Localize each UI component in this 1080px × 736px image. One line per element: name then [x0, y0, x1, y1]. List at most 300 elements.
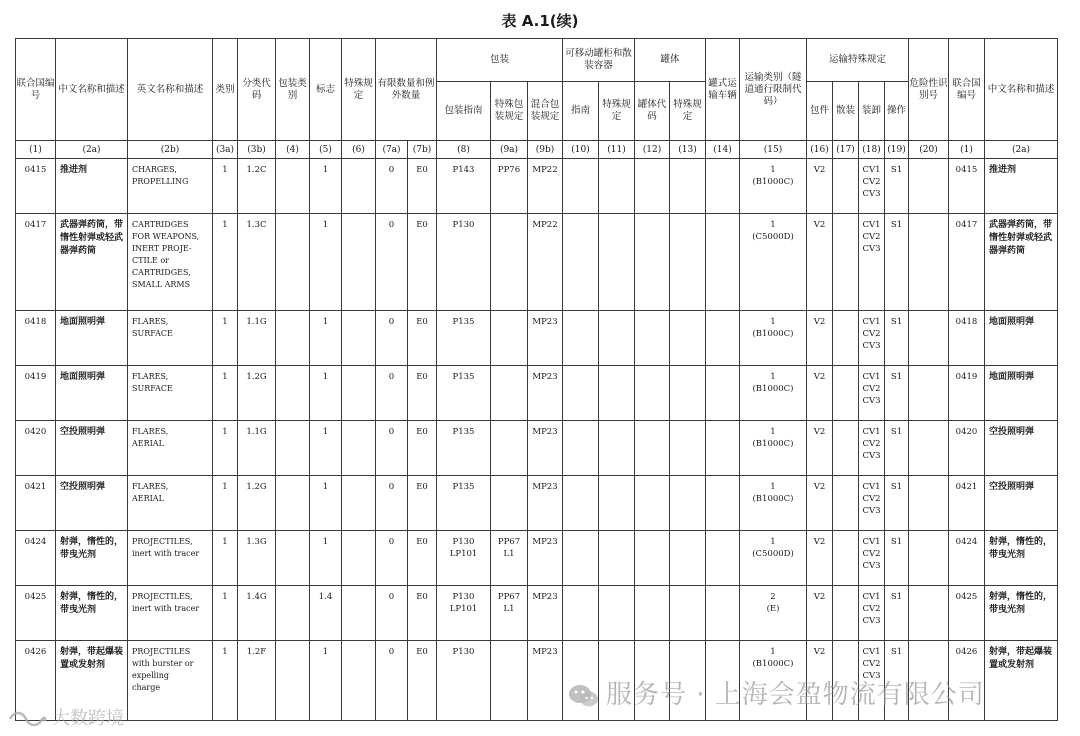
header-pkg-instructions: 包装指南: [437, 82, 491, 141]
name-en-line: inert with tracer: [132, 604, 200, 613]
name-en: [128, 641, 213, 721]
empty-cell: [909, 586, 949, 641]
header-loading: 装卸: [859, 82, 885, 141]
operation-code: S1: [885, 421, 909, 476]
empty-cell: [670, 366, 706, 421]
class: 1: [213, 214, 238, 311]
packing-special-line: L1: [503, 549, 515, 559]
column-number: (4): [276, 141, 310, 159]
transport-category: [740, 366, 807, 421]
name-en: [128, 311, 213, 366]
special-provision: [342, 586, 376, 641]
empty-cell: [909, 159, 949, 214]
name-cn: 武器弹药筒，带惰性射弹或轻武器弹药筒: [56, 214, 128, 311]
column-number: (10): [563, 141, 599, 159]
column-number: (15): [740, 141, 807, 159]
name-en: [128, 476, 213, 531]
header-packing-group: 包装类别: [276, 39, 310, 141]
packing-group: [276, 476, 310, 531]
excepted-quantity: E0: [408, 366, 437, 421]
name-en: [128, 531, 213, 586]
mixed-packing: MP23: [528, 586, 563, 641]
empty-cell: [833, 531, 859, 586]
empty-cell: [670, 421, 706, 476]
transport-category: [740, 311, 807, 366]
name-en-line: SURFACE: [132, 384, 173, 393]
name-en: [128, 586, 213, 641]
wechat-icon: [568, 683, 600, 709]
empty-cell: [563, 311, 599, 366]
empty-cell: [670, 159, 706, 214]
tunnel-code: (E): [766, 604, 780, 614]
name-en-line: inert with tracer: [132, 549, 200, 558]
operation-code: S1: [885, 214, 909, 311]
name-cn: 推进剂: [56, 159, 128, 214]
empty-cell: [599, 586, 635, 641]
packing-instruction: [437, 214, 491, 311]
transport-category: [740, 476, 807, 531]
name-cn-right: 武器弹药筒，带惰性射弹或轻武器弹药筒: [985, 214, 1058, 311]
label: 1: [310, 531, 342, 586]
un-number-right: 0420: [949, 421, 985, 476]
table-row: [16, 214, 1058, 311]
packing-special: [491, 586, 528, 641]
empty-cell: [909, 476, 949, 531]
transport-category-value: 1: [770, 317, 776, 327]
packing-instruction: [437, 531, 491, 586]
empty-cell: [635, 311, 670, 366]
packages-code: V2: [807, 641, 833, 721]
loading-codes-line: CV2: [862, 329, 881, 339]
header-portable-tanks: 可移动罐柜和散装容器: [563, 39, 635, 82]
un-number: 0425: [16, 586, 56, 641]
packing-special: [491, 366, 528, 421]
special-provision: [342, 311, 376, 366]
empty-cell: [909, 421, 949, 476]
name-en-line: PROJECTILES,: [132, 537, 193, 546]
empty-cell: [909, 311, 949, 366]
brand-logo-icon: [8, 710, 48, 728]
name-en: [128, 214, 213, 311]
name-cn-right: 射弹，带起爆装置或发射剂: [985, 641, 1058, 721]
label: 1: [310, 311, 342, 366]
loading-codes-line: CV1: [862, 317, 881, 327]
table-row: [16, 366, 1058, 421]
packing-special-line: PP67: [497, 537, 521, 547]
name-en-line: FLARES,: [132, 427, 169, 436]
packing-instruction-line: P130: [452, 220, 475, 230]
name-cn: 射弹，惰性的，带曳光剂: [56, 531, 128, 586]
table-row: [16, 159, 1058, 214]
packing-group: [276, 421, 310, 476]
header-name-en: 英文名称和描述: [128, 39, 213, 141]
column-number: (9b): [528, 141, 563, 159]
class-code: 1.3C: [238, 214, 276, 311]
loading-codes-line: CV1: [862, 220, 881, 230]
empty-cell: [833, 159, 859, 214]
transport-category-value: 1: [770, 220, 776, 230]
header-labels: 标志: [310, 39, 342, 141]
empty-cell: [563, 476, 599, 531]
loading-codes-line: CV1: [862, 165, 881, 175]
packing-instruction: [437, 159, 491, 214]
special-provision: [342, 421, 376, 476]
packages-code: V2: [807, 531, 833, 586]
header-un-no-right: 联合国编号: [949, 39, 985, 141]
name-cn-right: 地面照明弹: [985, 311, 1058, 366]
empty-cell: [599, 159, 635, 214]
empty-cell: [563, 214, 599, 311]
mixed-packing: MP23: [528, 531, 563, 586]
watermark-corner-text: 大数跨境: [52, 708, 124, 729]
column-number: (2a): [985, 141, 1058, 159]
un-number-right: 0418: [949, 311, 985, 366]
column-number: (9a): [491, 141, 528, 159]
empty-cell: [563, 366, 599, 421]
empty-cell: [670, 476, 706, 531]
limited-quantity: 0: [376, 421, 408, 476]
un-number-right: 0415: [949, 159, 985, 214]
name-en-line: FOR WEAPONS,: [132, 232, 200, 241]
name-en-line: CTILE or: [132, 256, 169, 265]
name-en-line: CARTRIDGES,: [132, 268, 191, 277]
loading-codes-line: CV3: [862, 396, 881, 406]
transport-category-value: 1: [770, 165, 776, 175]
header-pt-special: 特殊规定: [599, 82, 635, 141]
loading-codes-line: CV2: [862, 604, 881, 614]
packing-instruction: [437, 311, 491, 366]
limited-quantity: 0: [376, 159, 408, 214]
tunnel-code: (B1000C): [752, 329, 794, 339]
mixed-packing: MP22: [528, 214, 563, 311]
table-row: [16, 311, 1058, 366]
class-code: 1.1G: [238, 311, 276, 366]
packing-instruction: [437, 586, 491, 641]
packages-code: V2: [807, 421, 833, 476]
empty-cell: [635, 159, 670, 214]
class: 1: [213, 421, 238, 476]
class-code: 1.1G: [238, 421, 276, 476]
header-transport-category: 运输类别（隧道通行限制代码）: [740, 39, 807, 141]
column-number: (7a): [376, 141, 408, 159]
dangerous-goods-table: [15, 38, 1058, 721]
empty-cell: [909, 214, 949, 311]
packing-group: [276, 311, 310, 366]
empty-cell: [635, 214, 670, 311]
name-cn: 地面照明弹: [56, 366, 128, 421]
empty-cell: [833, 586, 859, 641]
empty-cell: [706, 159, 740, 214]
empty-cell: [599, 531, 635, 586]
empty-cell: [706, 531, 740, 586]
class: 1: [213, 159, 238, 214]
transport-category: [740, 214, 807, 311]
special-provision: [342, 214, 376, 311]
name-en-line: INERT PROJE-: [132, 244, 192, 253]
packing-instruction-line: LP101: [449, 604, 478, 614]
transport-category: [740, 159, 807, 214]
un-number: 0419: [16, 366, 56, 421]
un-number: 0415: [16, 159, 56, 214]
empty-cell: [599, 476, 635, 531]
loading-codes-line: CV1: [862, 482, 881, 492]
special-provision: [342, 641, 376, 721]
label: 1: [310, 159, 342, 214]
class-code: 1.2F: [238, 641, 276, 721]
table-row: [16, 476, 1058, 531]
operation-code: S1: [885, 586, 909, 641]
limited-quantity: 0: [376, 366, 408, 421]
header-tank-vehicle: 罐式运输车辆: [706, 39, 740, 141]
empty-cell: [563, 531, 599, 586]
column-number: (19): [885, 141, 909, 159]
limited-quantity: 0: [376, 476, 408, 531]
name-cn-right: 空投照明弹: [985, 421, 1058, 476]
packing-group: [276, 159, 310, 214]
operation-code: S1: [885, 366, 909, 421]
name-en-line: FLARES,: [132, 372, 169, 381]
tunnel-code: (C5000D): [752, 232, 794, 242]
column-number: (14): [706, 141, 740, 159]
packing-instruction-line: P135: [452, 482, 475, 492]
limited-quantity: 0: [376, 214, 408, 311]
table-row: [16, 421, 1058, 476]
transport-category-value: 1: [770, 427, 776, 437]
packing-instruction: [437, 641, 491, 721]
label: 1.4: [310, 586, 342, 641]
name-en-line: SMALL ARMS: [132, 280, 191, 289]
transport-category: [740, 586, 807, 641]
header-un-no: 联合国编号: [16, 39, 56, 141]
packing-special: [491, 311, 528, 366]
class: 1: [213, 476, 238, 531]
packing-instruction-line: P130: [452, 647, 475, 657]
empty-cell: [670, 531, 706, 586]
header-pt-instructions: 指南: [563, 82, 599, 141]
tunnel-code: (B1000C): [752, 177, 794, 187]
packing-instruction-line: P130: [452, 592, 475, 602]
empty-cell: [706, 586, 740, 641]
watermark-corner: [8, 704, 124, 730]
packing-instruction: [437, 476, 491, 531]
loading-codes-line: CV1: [862, 427, 881, 437]
column-number: (16): [807, 141, 833, 159]
column-number: (1): [16, 141, 56, 159]
un-number: 0420: [16, 421, 56, 476]
un-number: 0426: [16, 641, 56, 721]
watermark-main: [568, 674, 985, 711]
loading-codes-line: CV2: [862, 549, 881, 559]
name-en-line: CHARGES,: [132, 165, 177, 174]
name-en-line: PROJECTILES: [132, 647, 191, 656]
name-cn: 地面照明弹: [56, 311, 128, 366]
name-en-line: charge: [132, 683, 161, 692]
column-number: (11): [599, 141, 635, 159]
empty-cell: [599, 421, 635, 476]
column-number: (2a): [56, 141, 128, 159]
header-hazard-id: 危险性识别号: [909, 39, 949, 141]
special-provision: [342, 366, 376, 421]
header-special-provisions: 特殊规定: [342, 39, 376, 141]
header-name-cn-right: 中文名称和描述: [985, 39, 1058, 141]
packages-code: V2: [807, 586, 833, 641]
class: 1: [213, 586, 238, 641]
un-number: 0421: [16, 476, 56, 531]
empty-cell: [833, 311, 859, 366]
empty-cell: [563, 421, 599, 476]
column-number: (6): [342, 141, 376, 159]
empty-cell: [833, 366, 859, 421]
name-en: [128, 366, 213, 421]
excepted-quantity: E0: [408, 311, 437, 366]
loading-codes: [859, 311, 885, 366]
limited-quantity: 0: [376, 641, 408, 721]
loading-codes-line: CV3: [862, 616, 881, 626]
column-number: (20): [909, 141, 949, 159]
packing-instruction-line: P135: [452, 317, 475, 327]
empty-cell: [599, 311, 635, 366]
packing-instruction: [437, 366, 491, 421]
packing-instruction-line: P143: [452, 165, 475, 175]
class: 1: [213, 311, 238, 366]
operation-code: S1: [885, 641, 909, 721]
loading-codes-line: CV1: [862, 592, 881, 602]
name-en: [128, 159, 213, 214]
column-number: (3b): [238, 141, 276, 159]
un-number-right: 0419: [949, 366, 985, 421]
header-mixed-pkg: 混合包装规定: [528, 82, 563, 141]
name-en-line: SURFACE: [132, 329, 173, 338]
name-en-line: CARTRIDGES: [132, 220, 189, 229]
loading-codes: [859, 421, 885, 476]
empty-cell: [670, 214, 706, 311]
tunnel-code: (B1000C): [752, 659, 794, 669]
name-en: [128, 421, 213, 476]
empty-cell: [833, 421, 859, 476]
empty-cell: [706, 366, 740, 421]
class-code: 1.3G: [238, 531, 276, 586]
packing-instruction-line: LP101: [449, 549, 478, 559]
name-cn: 空投照明弹: [56, 476, 128, 531]
operation-code: S1: [885, 476, 909, 531]
packing-special-line: PP67: [497, 592, 521, 602]
un-number-right: 0417: [949, 214, 985, 311]
excepted-quantity: E0: [408, 531, 437, 586]
header-packaging: 包装: [437, 39, 563, 82]
class-code: 1.2C: [238, 159, 276, 214]
tunnel-code: (B1000C): [752, 439, 794, 449]
empty-cell: [706, 421, 740, 476]
name-cn: 空投照明弹: [56, 421, 128, 476]
name-en-line: FLARES,: [132, 482, 169, 491]
loading-codes-line: CV2: [862, 659, 881, 669]
transport-category-value: 1: [770, 482, 776, 492]
special-provision: [342, 531, 376, 586]
column-number: (18): [859, 141, 885, 159]
transport-category: [740, 531, 807, 586]
name-en-line: PROPELLING: [132, 177, 189, 186]
loading-codes-line: CV2: [862, 177, 881, 187]
packing-special-line: L1: [503, 604, 515, 614]
packages-code: V2: [807, 476, 833, 531]
empty-cell: [706, 476, 740, 531]
special-provision: [342, 159, 376, 214]
special-provision: [342, 476, 376, 531]
column-number-row: [16, 141, 1058, 159]
name-cn-right: 地面照明弹: [985, 366, 1058, 421]
un-number-right: 0426: [949, 641, 985, 721]
packing-group: [276, 531, 310, 586]
class-code: 1.4G: [238, 586, 276, 641]
packing-special: [491, 531, 528, 586]
transport-category-value: 1: [770, 372, 776, 382]
mixed-packing: MP22: [528, 159, 563, 214]
loading-codes-line: CV3: [862, 671, 881, 681]
header-transport-special: 运输特殊规定: [807, 39, 909, 82]
name-en-line: with burster or: [132, 659, 194, 668]
packing-group: [276, 366, 310, 421]
loading-codes-line: CV2: [862, 232, 881, 242]
name-cn-right: 射弹，惰性的，带曳光剂: [985, 586, 1058, 641]
mixed-packing: MP23: [528, 421, 563, 476]
name-cn-right: 推进剂: [985, 159, 1058, 214]
class: 1: [213, 366, 238, 421]
empty-cell: [706, 311, 740, 366]
packing-special: [491, 214, 528, 311]
excepted-quantity: E0: [408, 586, 437, 641]
mixed-packing: MP23: [528, 476, 563, 531]
packages-code: V2: [807, 214, 833, 311]
limited-quantity: 0: [376, 586, 408, 641]
empty-cell: [563, 586, 599, 641]
empty-cell: [909, 531, 949, 586]
transport-category: [740, 421, 807, 476]
packing-instruction-line: P135: [452, 372, 475, 382]
excepted-quantity: E0: [408, 641, 437, 721]
loading-codes: [859, 586, 885, 641]
empty-cell: [635, 586, 670, 641]
column-number: (1): [949, 141, 985, 159]
packing-instruction-line: P130: [452, 537, 475, 547]
un-number: 0417: [16, 214, 56, 311]
class: 1: [213, 641, 238, 721]
name-cn: 射弹，惰性的，带曳光剂: [56, 586, 128, 641]
tunnel-code: (B1000C): [752, 494, 794, 504]
un-number-right: 0425: [949, 586, 985, 641]
excepted-quantity: E0: [408, 421, 437, 476]
column-number: (17): [833, 141, 859, 159]
loading-codes-line: CV3: [862, 451, 881, 461]
mixed-packing: MP23: [528, 366, 563, 421]
packing-special: [491, 476, 528, 531]
watermark-main-text: 服务号 · 上海会盈物流有限公司: [606, 680, 985, 710]
un-number: 0418: [16, 311, 56, 366]
column-number: (12): [635, 141, 670, 159]
excepted-quantity: E0: [408, 214, 437, 311]
packing-special-line: PP76: [497, 165, 521, 175]
packing-instruction: [437, 421, 491, 476]
loading-codes-line: CV3: [862, 244, 881, 254]
header-limited-quantity: 有限数量和例外数量: [376, 39, 437, 141]
header-bulk: 散装: [833, 82, 859, 141]
un-number-right: 0421: [949, 476, 985, 531]
loading-codes-line: CV3: [862, 189, 881, 199]
loading-codes-line: CV1: [862, 372, 881, 382]
column-number: (2b): [128, 141, 213, 159]
empty-cell: [599, 214, 635, 311]
un-number: 0424: [16, 531, 56, 586]
packages-code: V2: [807, 159, 833, 214]
